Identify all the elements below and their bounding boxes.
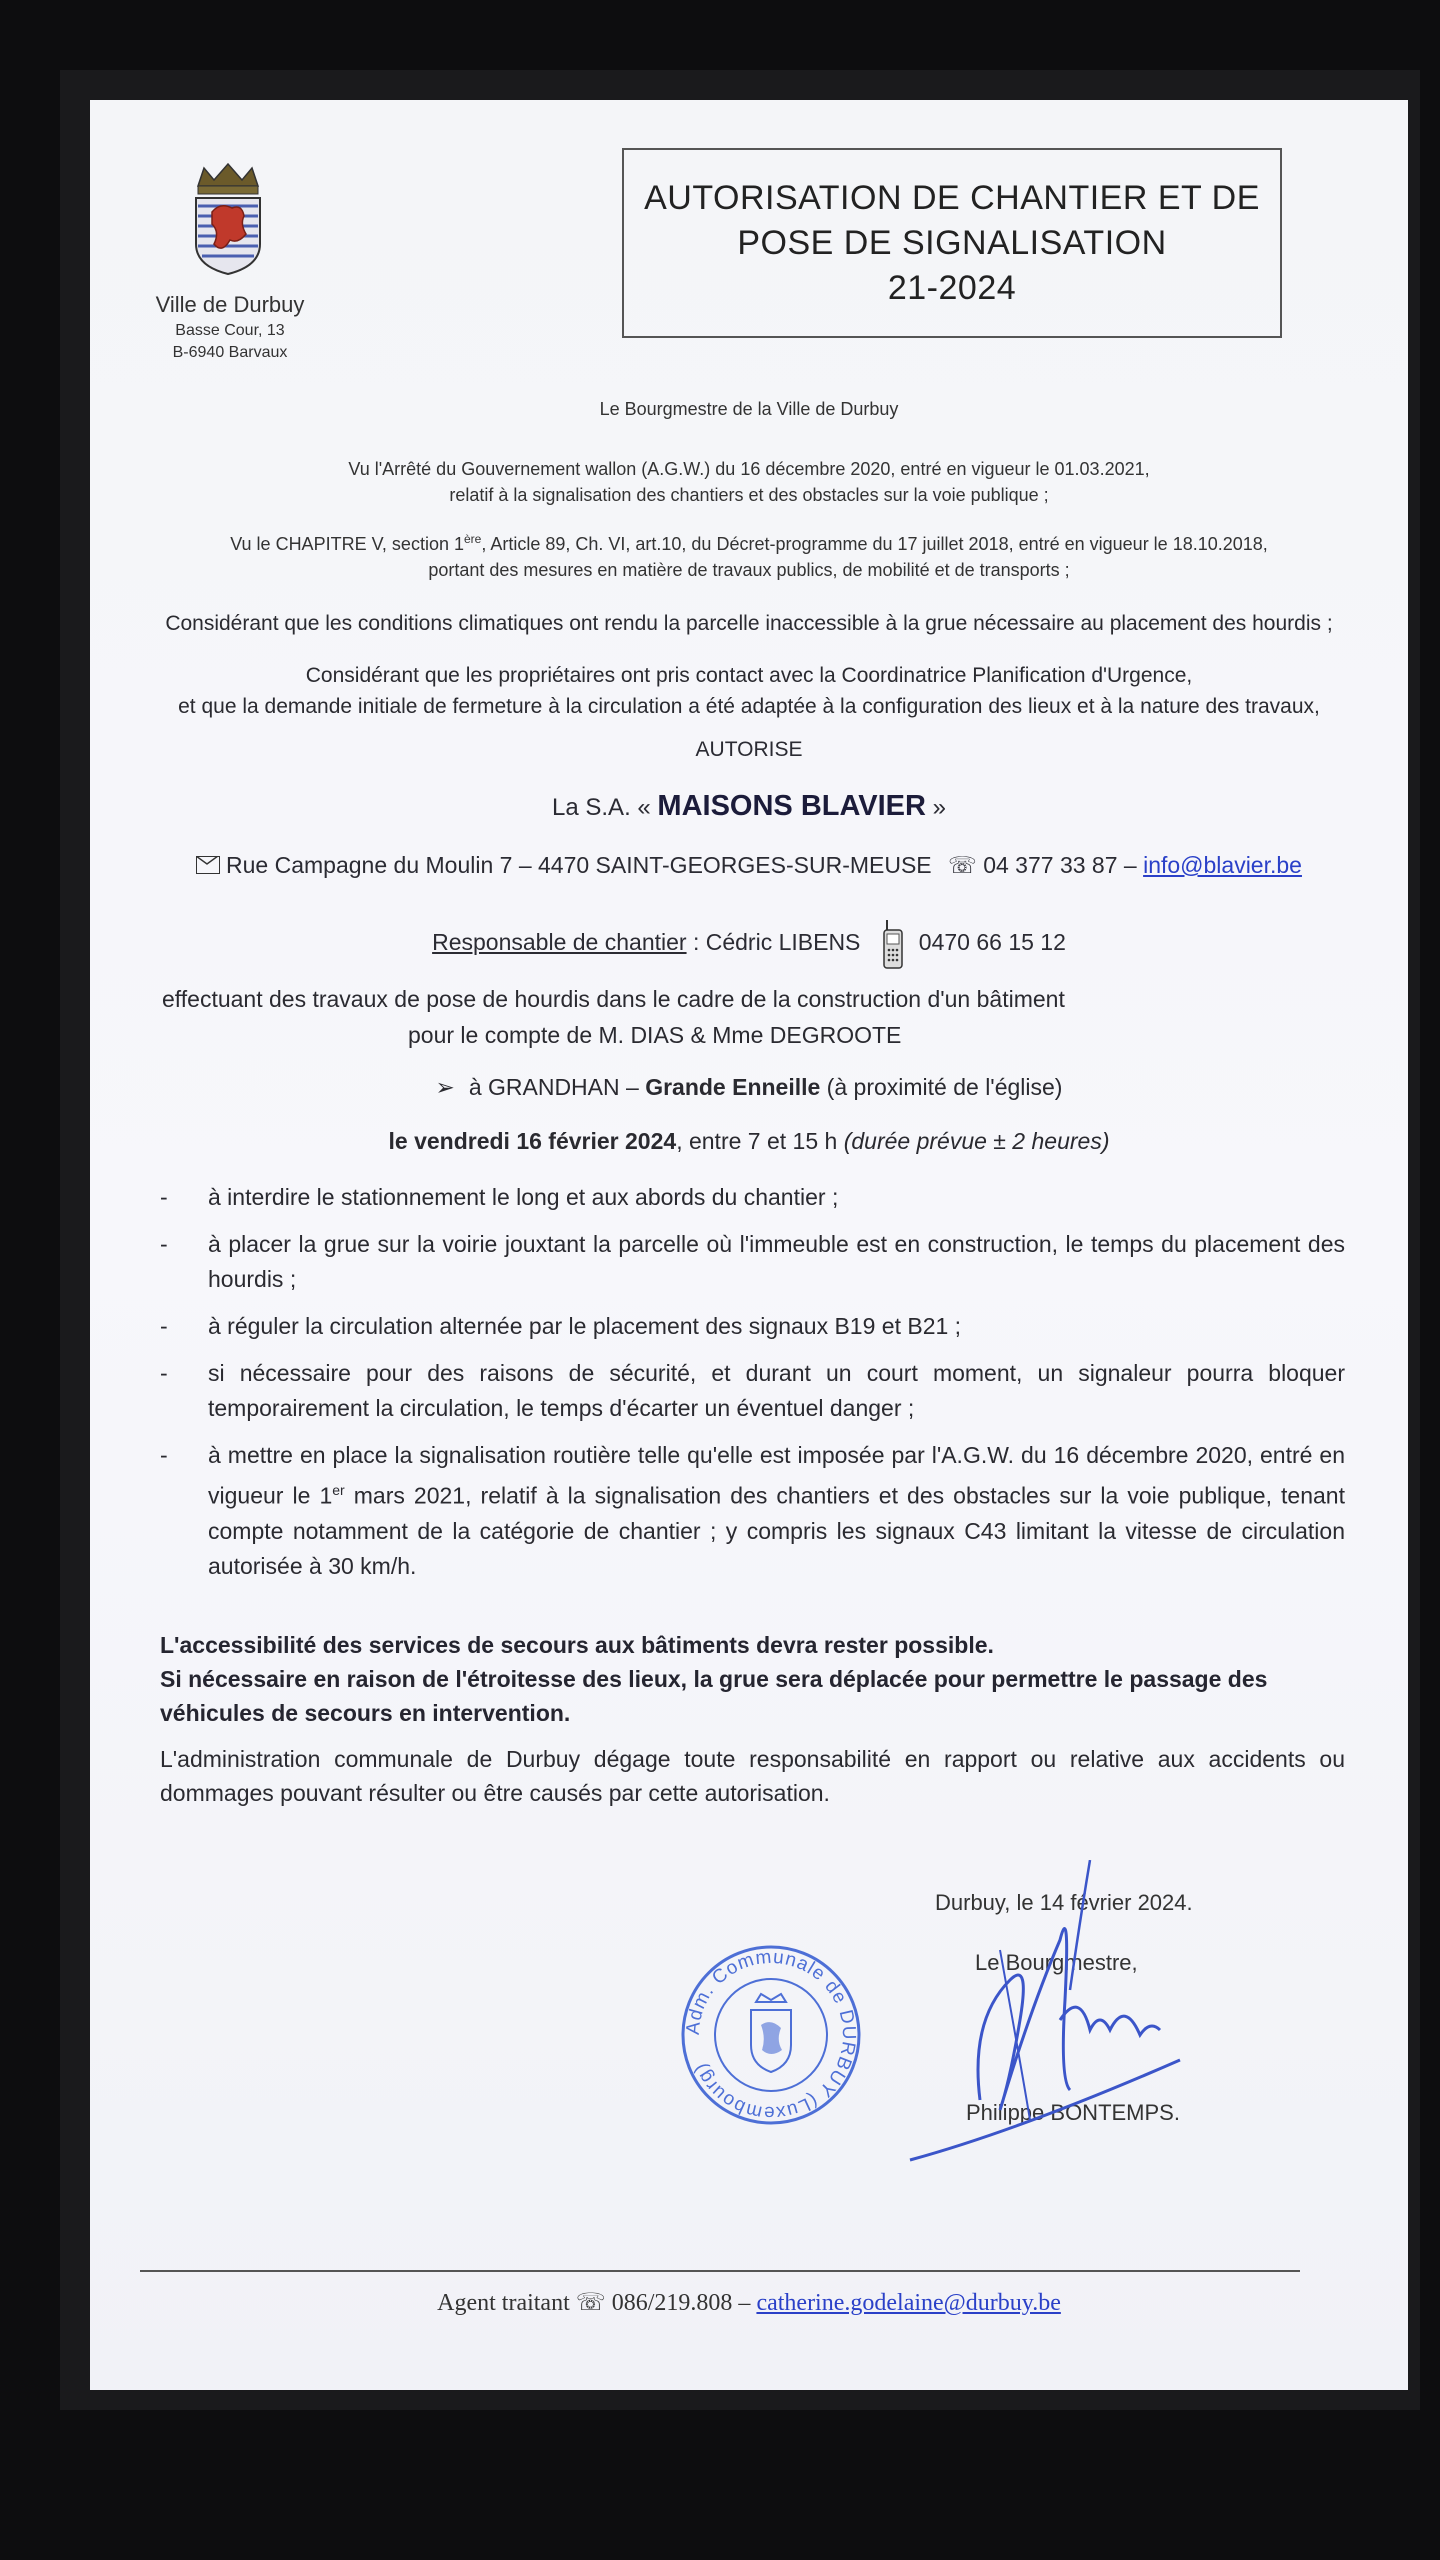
location-post: (à proximité de l'église) [820, 1074, 1063, 1100]
emergency-notice [160, 1628, 1345, 1730]
title-line-1: AUTORISATION DE CHANTIER ET DE [644, 178, 1260, 217]
title-line-2: POSE DE SIGNALISATION [737, 223, 1167, 262]
company-suffix: » [925, 794, 946, 821]
liability-disclaimer: L'administration communale de Durbuy dégage toute responsabilité en rapport ou relative aux accidents ou dommages pouvant résulter ou être causés par cette autorisation. [160, 1746, 1345, 1806]
official-stamp-icon [676, 1940, 866, 2130]
company-contact [90, 852, 1408, 879]
company-email-link[interactable]: info@blavier.be [1143, 852, 1302, 878]
envelope-icon [196, 856, 220, 874]
conditions-list [160, 1180, 1345, 1596]
durbuy-crest-icon [190, 158, 266, 276]
vu-decret-sup: ère [463, 532, 482, 546]
responsable-line [90, 918, 1408, 970]
list-item: - si nécessaire pour des raisons de sécurité, et durant un court moment, un signaleur pourra bloquer temporairement la circulation, le temps d'écarter un éventuel danger ; [160, 1360, 1345, 1421]
vu-agw-line2: relatif à la signalisation des chantiers et des obstacles sur la voie publique ; [449, 485, 1049, 505]
date-line [90, 1126, 1408, 1157]
responsable-phone: 0470 66 15 12 [918, 929, 1066, 956]
date-duration: (durée prévue ± 2 heures) [843, 1128, 1110, 1154]
footer-divider [140, 2270, 1300, 2272]
footer [90, 2288, 1408, 2317]
signature-place-date: Durbuy, le 14 février 2024. [935, 1890, 1193, 1915]
emergency-line2: Si nécessaire en raison de l'étroitesse des lieux, la grue sera déplacée pour permettre le passage des véhicules de secours en intervention. [160, 1666, 1268, 1726]
arrow-bullet-icon: ➢ [435, 1074, 455, 1100]
company-address: Rue Campagne du Moulin 7 – 4470 SAINT-GEORGES-SUR-MEUSE [226, 852, 932, 878]
vu-decret-line1 [90, 526, 1408, 557]
company-prefix: La S.A. « [552, 794, 658, 821]
vu-decret [90, 526, 1408, 583]
works-line1: effectuant des travaux de pose de hourdis dans le cadre de la construction d'un bâtiment [162, 986, 1065, 1012]
stamp-text: Adm. Communale de DURBUY (Luxembourg) [682, 1946, 860, 2124]
works-line2: pour le compte de M. DIAS & Mme DEGROOTE [408, 1022, 902, 1048]
vu-decret-post: , Article 89, Ch. VI, art.10, du Décret-programme du 17 juillet 2018, entré en vigueur le 18.10.2018, [481, 534, 1268, 554]
location-bold: Grande Enneille [645, 1074, 821, 1100]
vu-agw [90, 456, 1408, 508]
responsable-name: : Cédric LIBENS [686, 929, 861, 956]
vu-decret-pre: Vu le CHAPITRE V, section 1 [230, 534, 464, 554]
footer-phone: 086/219.808 – [611, 2290, 751, 2316]
signature-role: Le Bourgmestre, [975, 1950, 1138, 1975]
list-item: - à mettre en place la signalisation routière telle qu'elle est imposée par l'A.G.W. du 16 décembre 2020, entré en vigueur le 1er mars 2021, relatif à la signalisation des chantiers et des obstacles sur la voie publique, tenant compte notamment de la catégorie de chantier ; y compris les signaux C43 limitant la vitesse de circulation autorisée à 30 km/h. [160, 1442, 1345, 1579]
signature-name: Philippe BONTEMPS. [966, 2100, 1180, 2125]
ville-city: B-6940 Barvaux [172, 344, 288, 361]
autorise-heading: AUTORISE [695, 738, 803, 761]
ville-street: Basse Cour, 13 [175, 322, 285, 339]
emergency-line1: L'accessibilité des services de secours aux bâtiments devra rester possible. [160, 1632, 994, 1658]
location-pre: à GRANDHAN – [468, 1074, 646, 1100]
date-mid: , entre 7 et 15 h [676, 1128, 844, 1154]
mobile-phone-icon [881, 918, 905, 970]
document-sheet [90, 100, 1408, 2390]
title-box [622, 148, 1282, 338]
ville-address [130, 320, 330, 364]
considerant-2-line1: Considérant que les propriétaires ont pris contact avec la Coordinatrice Planification d'Urgence, [305, 664, 1193, 687]
considerant-1: Considérant que les conditions climatiques ont rendu la parcelle inaccessible à la grue nécessaire au placement des hourdis ; [165, 612, 1333, 635]
considerant-2 [90, 660, 1408, 722]
date-bold: le vendredi 16 février 2024 [388, 1128, 677, 1154]
company-phone: 04 377 33 87 – [983, 852, 1137, 878]
vu-agw-line1: Vu l'Arrêté du Gouvernement wallon (A.G.W.) du 16 décembre 2020, entré en vigueur le 01.03.2021, [348, 459, 1150, 479]
footer-label: Agent traitant [437, 2290, 570, 2316]
considerant-2-line2: et que la demande initiale de fermeture à la circulation a été adaptée à la configuration des lieux et à la nature des travaux, [178, 695, 1320, 718]
telephone-icon: ☏ [948, 852, 977, 878]
list-item: - à réguler la circulation alternée par le placement des signaux B19 et B21 ; [160, 1313, 962, 1339]
company-name: MAISONS BLAVIER [657, 790, 926, 822]
responsable-label: Responsable de chantier [432, 929, 687, 956]
footer-telephone-icon: ☏ [575, 2290, 606, 2316]
company-line [90, 790, 1408, 823]
bourgmestre-heading: Le Bourgmestre de la Ville de Durbuy [599, 399, 899, 419]
location-line [90, 1072, 1408, 1103]
footer-email-link[interactable]: catherine.godelaine@durbuy.be [756, 2290, 1061, 2316]
list-item: - à interdire le stationnement le long et aux abords du chantier ; [160, 1184, 839, 1210]
vu-decret-line2: portant des mesures en matière de travaux publics, de mobilité et de transports ; [428, 560, 1070, 580]
handwritten-signature [860, 1860, 1190, 2180]
title-line-3: 21-2024 [887, 268, 1017, 307]
list-item: - à placer la grue sur la voirie jouxtant la parcelle où l'immeuble est en construction, le temps du placement des hourdis ; [160, 1231, 1345, 1292]
ville-name: Ville de Durbuy [155, 292, 305, 317]
